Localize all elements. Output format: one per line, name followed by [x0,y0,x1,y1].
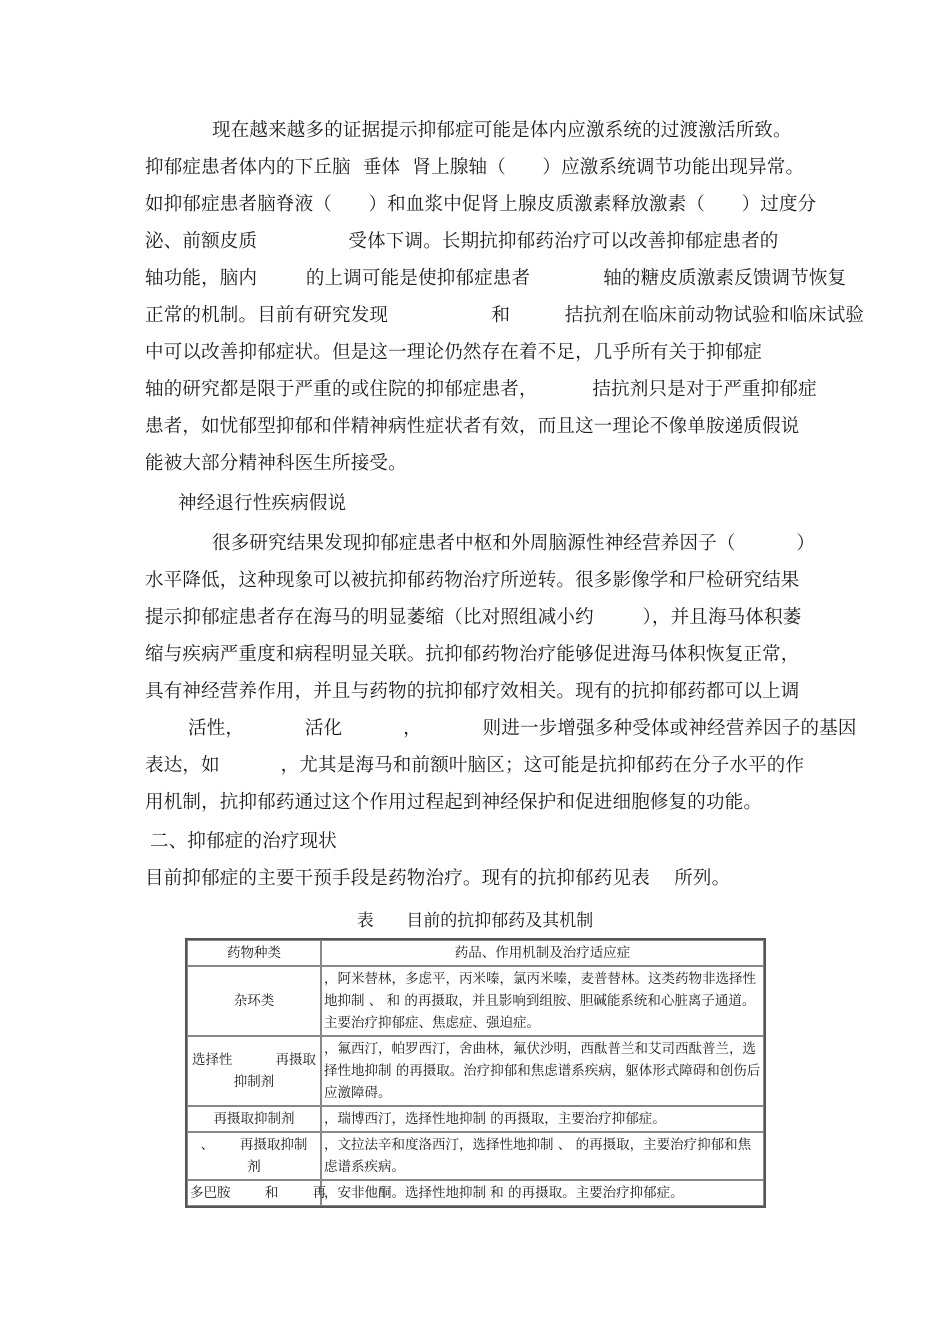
table-cell-category: 、 再摄取抑制 剂 [187,1132,321,1180]
paragraph1-line-7: 中可以改善抑郁症状。但是这一理论仍然存在着不足，几乎所有关于抑郁症 [145,342,763,363]
paragraph1-line-1: 现在越来越多的证据提示抑郁症可能是体内应激系统的过渡激活所致。 [212,120,792,141]
table-cell-description: ，氟西汀，帕罗西汀，舍曲林，氟伏沙明，西酞普兰和艾司西酞普兰，选择性地抑制 的再摄取。治疗抑郁和焦虑谱系疾病，躯体形式障碍和创伤后应激障碍。 [321,1036,764,1106]
paragraph1-line-5: 轴功能，脑内 的上调可能是使抑郁症患者 轴的糖皮质激素反馈调节恢复 [145,268,847,289]
paragraph2-line-5: 具有神经营养作用，并且与药物的抗抑郁疗效相关。现有的抗抑郁药都可以上调 [145,681,800,702]
paragraph2-line-2: 水平降低，这种现象可以被抗抑郁药物治疗所逆转。很多影像学和尸检研究结果 [145,570,800,591]
table-cell-category: 选择性 再摄取 抑制剂 [187,1036,321,1106]
paragraph1-line-6: 正常的机制。目前有研究发现 和 拮抗剂在临床前动物试验和临床试验 [145,305,865,326]
table-row [187,1180,764,1206]
section-heading-treatment: 二、抑郁症的治疗现状 [150,831,338,852]
paragraph2-line-1: 很多研究结果发现抑郁症患者中枢和外周脑源性神经营养因子（ ） [212,533,816,554]
paragraph2-line-8: 用机制，抗抑郁药通过这个作用过程起到神经保护和促进细胞修复的功能。 [145,792,763,813]
table-row [187,1036,764,1106]
paragraph1-line-9: 患者，如忧郁型抑郁和伴精神病性症状者有效，而且这一理论不像单胺递质假说 [145,416,800,437]
paragraph1-line-10: 能被大部分精神科医生所接受。 [145,453,407,474]
table-cell-category: 杂环类 [187,966,321,1036]
table-cell-description: ，阿米替林，多虑平，丙米嗪，氯丙米嗪，麦普替林。这类药物非选择性地抑制 、 和 的再摄取，并且影响到组胺、胆碱能系统和心脏离子通道。主要治疗抑郁症、焦虑症、强迫症。 [321,966,764,1036]
table-cell-category: 多巴胺 和 再 [187,1180,321,1206]
table-row [187,966,764,1036]
table-header-category: 药物种类 [187,940,321,966]
paragraph2-line-7: 表达，如 ，尤其是海马和前额叶脑区；这可能是抗抑郁药在分子水平的作 [145,755,805,776]
section-heading-neuro: 神经退行性疾病假说 [178,493,347,514]
paragraph1-line-4: 泌、前额皮质 受体下调。长期抗抑郁药治疗可以改善抑郁症患者的 [145,231,779,252]
table-row [187,1106,764,1132]
table-title: 表 目前的抗抑郁药及其机制 [356,911,594,931]
table-header-description: 药品、作用机制及治疗适应症 [321,940,764,966]
antidepressant-table [185,938,766,1208]
paragraph2-line-4: 缩与疾病严重度和病程明显关联。抗抑郁药物治疗能够促进海马体积恢复正常， [145,644,800,665]
table-cell-description: ，瑞博西汀，选择性地抑制 的再摄取，主要治疗抑郁症。 [321,1106,764,1132]
table-cell-description: ，文拉法辛和度洛西汀，选择性地抑制 、 的再摄取，主要治疗抑郁和焦虑谱系疾病。 [321,1132,764,1180]
paragraph1-line-3: 如抑郁症患者脑脊液（ ）和血浆中促肾上腺皮质激素释放激素（ ）过度分 [145,194,817,215]
table-row [187,1132,764,1180]
paragraph3: 目前抑郁症的主要干预手段是药物治疗。现有的抗抑郁药见表 所列。 [145,868,731,889]
table-cell-category: 再摄取抑制剂 [187,1106,321,1132]
table-header-row [187,940,764,966]
paragraph1-line-8: 轴的研究都是限于严重的或住院的抑郁症患者， 拮抗剂只是对于严重抑郁症 [145,379,817,400]
paragraph2-line-3: 提示抑郁症患者存在海马的明显萎缩（比对照组减小约 ），并且海马体积萎 [145,607,802,628]
paragraph2-line-6: 活性， 活化 ， 则进一步增强多种受体或神经营养因子的基因 [188,718,857,739]
paragraph1-line-2: 抑郁症患者体内的下丘脑 垂体 肾上腺轴（ ）应激系统调节功能出现异常。 [145,157,805,178]
table-cell-description: ，安非他酮。选择性地抑制 和 的再摄取。主要治疗抑郁症。 [321,1180,764,1206]
